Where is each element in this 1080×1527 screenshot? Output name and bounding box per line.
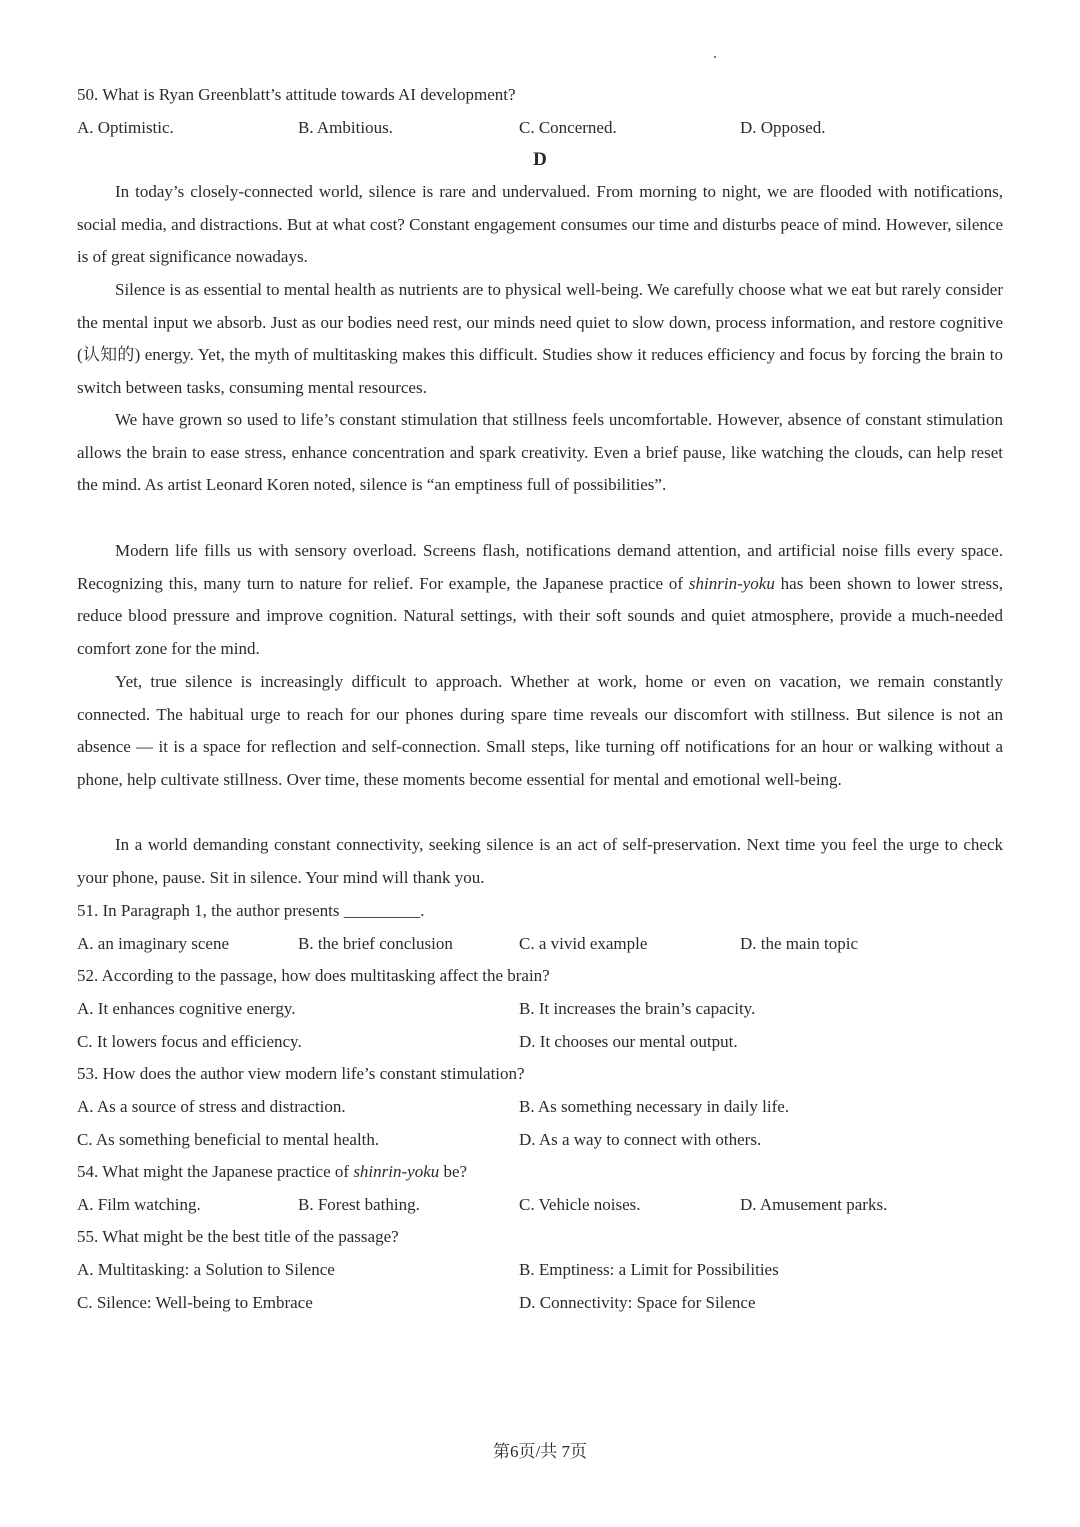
question-52: 52. According to the passage, how does multitasking affect the brain? — [77, 966, 550, 985]
q52-option-a: A. It enhances cognitive energy. — [77, 999, 296, 1018]
p4-text-after: has been shown to lower stress, reduce blood pressure and improve cognition. Natural settings, with their soft sounds and quiet atmosphere, provide a much-needed comfort zone for the mind. — [77, 573, 1003, 658]
q54-text-before: 54. What might the Japanese practice of — [77, 1162, 354, 1181]
q50-option-a: A. Optimistic. — [77, 118, 174, 137]
q55-option-a: A. Multitasking: a Solution to Silence — [77, 1260, 335, 1279]
q51-option-d: D. the main topic — [740, 934, 859, 953]
q54-term: shinrin-yoku — [353, 1162, 440, 1181]
q52-option-c: C. It lowers focus and efficiency. — [77, 1032, 302, 1051]
q54-option-b: B. Forest bathing. — [298, 1195, 420, 1214]
question-54 — [77, 1161, 467, 1183]
q50-option-d: D. Opposed. — [740, 118, 826, 137]
p4-term: shinrin-yoku — [688, 573, 775, 593]
q51-option-a: A. an imaginary scene — [77, 934, 229, 953]
passage-paragraph-1: In today’s closely-connected world, silence is rare and undervalued. From morning to night, we are flooded with notifications, social media, and distractions. But at what cost? Constant engagement consumes our time and disturbs peace of mind. However, silence is of great significance nowadays. — [77, 182, 1003, 267]
passage-paragraph-3: We have grown so used to life’s constant stimulation that stillness feels uncomfortable. However, absence of constant stimulation allows the brain to ease stress, enhance concentration and spark creativity. Even a brief pause, like watching the clouds, can help reset the mind. As artist Leonard Koren noted, silence is “an emptiness full of possibilities”. — [77, 410, 1003, 495]
passage-paragraph-2: Silence is as essential to mental health as nutrients are to physical well-being. We carefully choose what we eat but rarely consider the mental input we absorb. Just as our bodies need rest, our minds need quiet to slow down, process information, and restore cognitive (认知的) energy. Yet, the myth of multitasking makes this difficult. Studies show it reduces efficiency and focus by forcing the brain to switch between tasks, consuming mental resources. — [77, 280, 1003, 397]
q52-option-b: B. It increases the brain’s capacity. — [519, 999, 756, 1018]
passage-paragraph-4 — [77, 535, 1003, 665]
page-number-footer: 第6页/共 7页 — [493, 1442, 587, 1461]
q50-option-b: B. Ambitious. — [298, 118, 393, 137]
question-50: 50. What is Ryan Greenblatt’s attitude towards AI development? — [77, 85, 516, 104]
q53-option-a: A. As a source of stress and distraction. — [77, 1097, 346, 1116]
section-heading: D — [533, 149, 547, 170]
q55-option-b: B. Emptiness: a Limit for Possibilities — [519, 1260, 779, 1279]
question-53: 53. How does the author view modern life’s constant stimulation? — [77, 1064, 525, 1083]
q51-option-b: B. the brief conclusion — [298, 934, 453, 953]
q55-option-d: D. Connectivity: Space for Silence — [519, 1293, 756, 1312]
scan-speck — [714, 56, 716, 58]
q53-option-b: B. As something necessary in daily life. — [519, 1097, 790, 1116]
q50-option-c: C. Concerned. — [519, 118, 617, 137]
passage-paragraph-5: Yet, true silence is increasingly difficult to approach. Whether at work, home or even on vacation, we remain constantly connected. The habitual urge to reach for our phones during spare time reveals our discomfort with stillness. But silence is not an absence — it is a space for reflection and self-connection. Small steps, like turning off notifications for an hour or walking without a phone, help cultivate stillness. Over time, these moments become essential for mental and emotional well-being. — [77, 672, 1003, 789]
question-51: 51. In Paragraph 1, the author presents _________. — [77, 901, 425, 920]
q54-option-d: D. Amusement parks. — [740, 1195, 888, 1214]
q54-option-c: C. Vehicle noises. — [519, 1195, 641, 1214]
q52-option-d: D. It chooses our mental output. — [519, 1032, 738, 1051]
q55-option-c: C. Silence: Well-being to Embrace — [77, 1293, 313, 1312]
q53-option-d: D. As a way to connect with others. — [519, 1130, 762, 1149]
passage-paragraph-6: In a world demanding constant connectivity, seeking silence is an act of self-preservation. Next time you feel the urge to check your phone, pause. Sit in silence. Your mind will thank you. — [77, 835, 1003, 887]
p4-text-before: Modern life fills us with sensory overload. Screens flash, notifications demand attention, and artificial noise fills every space. Recognizing this, many turn to nature for relief. For example, the Japanese practice of — [77, 541, 1003, 593]
question-55: 55. What might be the best title of the passage? — [77, 1227, 399, 1246]
q54-option-a: A. Film watching. — [77, 1195, 201, 1214]
q53-option-c: C. As something beneficial to mental health. — [77, 1130, 380, 1149]
q51-option-c: C. a vivid example — [519, 934, 648, 953]
q54-text-after: be? — [439, 1162, 468, 1181]
